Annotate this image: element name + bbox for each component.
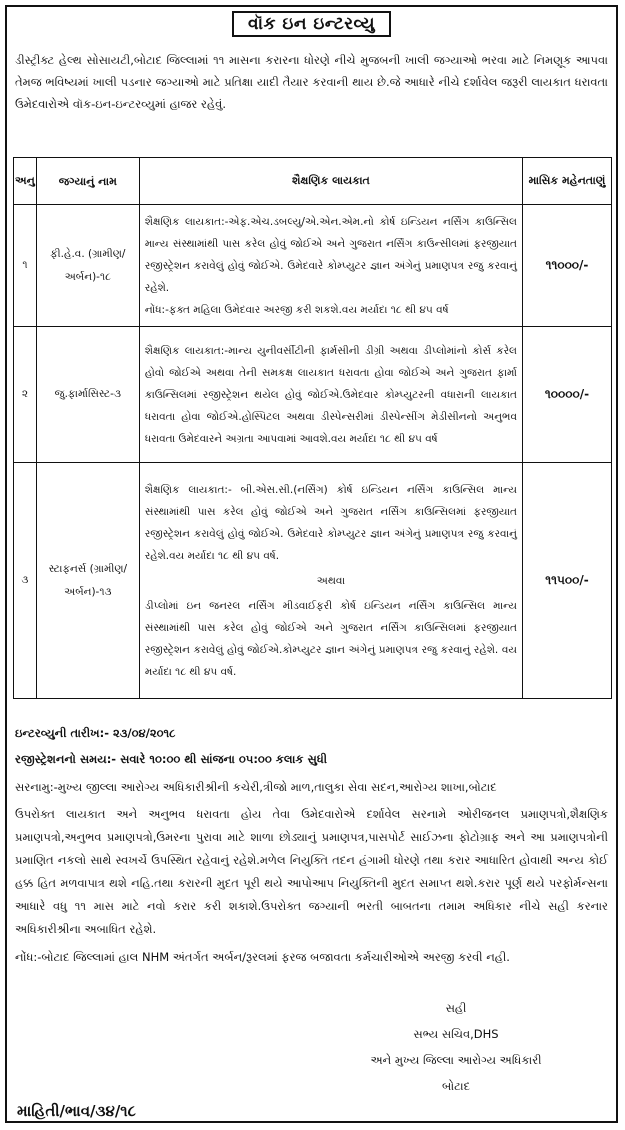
header-post-name: જગ્યાનું નામ <box>36 158 139 205</box>
qualification-or: અથવા <box>316 574 346 587</box>
notice-sheet <box>5 5 618 1123</box>
interview-date: ઇન્ટરવ્યુની તારીખ:- ૨૩/૦૪/૨૦૧૮ <box>15 726 176 740</box>
row-qualification <box>139 327 522 463</box>
qualification-note: નોંધ:-ફક્ત મહિલા ઉમેદવાર અરજી કરી શકશે.વય મર્યાદા ૧૮ થી ૪૫ વર્ષ <box>144 303 449 316</box>
footer-note: નોંધ:-બોટાદ જિલ્લામાં હાલ NHM અંતર્ગત અર્બન/રૂરલમાં ફરજ બજાવતા કર્મચારીઓએ અરજી કરવી નહી. <box>15 950 510 964</box>
details-section <box>15 723 608 973</box>
posts-table <box>13 157 612 699</box>
row-salary: ૧૧૫૦૦/- <box>523 463 612 699</box>
row-salary: ૧૦૦૦૦/- <box>523 327 612 463</box>
signature-line2: અને મુખ્ય જિલ્લા આરોગ્ય અધિકારી <box>370 1053 542 1067</box>
row-serial: ૧ <box>14 205 37 327</box>
title-wrap <box>7 11 616 37</box>
qualification-text: શૈક્ષણિક લાયકાત:-એફ.એચ.ડબલ્યુ/એ.એન.એમ.નો કોર્ષ ઇન્ડિયન નર્સિંગ કાઉન્સિલ માન્ય સંસ્થામાંથી પાસ કરેલ હોવું જોઈએ અને ગુજરાત નર્સિંગ કાઉન્સીલમાં ફરજીયાત રજીસ્ટ્રેશન કરાવેલું હોવું જોઈએ. ઉમેદવારે કોમ્પ્યુટર જ્ઞાન અંગેનું પ્રમાણપત્ર રજુ કરવાનું રહેશે. <box>144 215 517 294</box>
row-post-name: જુ.ફાર્માસિસ્ટ-૩ <box>36 327 139 463</box>
row-post-name: ફી.હે.વ. (ગ્રામીણ/અર્બન)-૧૮ <box>36 205 139 327</box>
row-serial: ૩ <box>14 463 37 699</box>
qualification-text: શૈક્ષણિક લાયકાત:-માન્ય યુનીવર્સીટીની ફાર્મસીની ડીગ્રી અથવા ડીપ્લોમાંનો કોર્સ કરેલ હોવો જોઈએ અથવા તેની સમકક્ષ લાયકાત ધરાવતા હોવા જોઈએ અને ગુજરાત ફાર્મા કાઉન્સિલમાં રજીસ્ટ્રેશન થયેલ હોવું જોઈએ.ઉમેદવાર કોમ્પ્યુટરની વધારાની લાયકાત ધરાવતા હોવા જોઈએ.હોસ્પિટલ અથવા ડીસ્પેન્સરીમાં ડીસ્પેન્સીંગ મેડીસીનનો અનુભવ ધરાવતા ઉમેદવારને અગ્રતા આપવામાં આવશે.વય મર્યાદા ૧૮ થી ૪૫ વર્ષ <box>144 344 517 445</box>
row-post-name: સ્ટાફનર્સ (ગ્રામીણ/અર્બન)-૧૩ <box>36 463 139 699</box>
signature-block <box>336 995 576 1099</box>
table-row <box>14 463 612 699</box>
row-qualification <box>139 205 522 327</box>
instructions-paragraph: ઉપરોક્ત લાયકાત અને અનુભવ ધરાવતા હોય તેવા ઉમેદવારોએ દર્શાવેલ સરનામે ઓરીજનલ પ્રમાણપત્રો,શૈક્ષણિક પ્રમાણપત્રો,અનુભવ પ્રમાણપત્રો,ઉમરના પુરાવા માટે શાળા છોડ્યાનું પ્રમાણપત્ર,પાસપોર્ટ સાઈઝના ફોટોગ્રાફ અને આ પ્રમાણપત્રોની પ્રમાણિત નકલો સાથે સ્વખર્ચે ઉપસ્થિત રહેવાનું રહેશે.મળેલ નિયુક્તિ તદન હંગામી ધોરણે તથા કરાર આધારિત હોવાથી અન્ય કોઈ હક્ક હિત મળવાપાત્ર થશે નહિ.તથા કરારની મુદત પૂરી થયે આપોઆપ નિયુક્તિની મુદત સમાપ્ત થશે.કરાર પૂર્ણ થયે પરફોર્મન્સના આધારે વધુ ૧૧ માસ માટે નવો કરાર કરી શકાશે.ઉપરોક્ત જગ્યાની ભરતી બાબતના તમામ અધિકાર નીચે સહી કરનાર અધિકારીશ્રીના અબાધિત રહેશે. <box>15 807 608 936</box>
table-row <box>14 205 612 327</box>
row-salary: ૧૧૦૦૦/- <box>523 205 612 327</box>
table-row <box>14 327 612 463</box>
table-header-row <box>14 158 612 205</box>
qualification-text: શૈક્ષણિક લાયકાત:- બી.એસ.સી.(નર્સિંગ) કોર્ષ ઇન્ડિયન નર્સિંગ કાઉન્સિલ માન્ય સંસ્થામાંથી પાસ કરેલ હોવું જોઈએ અને ગુજરાત નર્સિંગ કાઉન્સિલમાં ફરજીયાત રજીસ્ટ્રેશન કરાવેલું હોવું જોઈએ. ઉમેદવારે કોમ્પ્યુટર જ્ઞાન અંગેનું પ્રમાણપત્ર રજુ કરવાનું રહેશે.વય મર્યાદા ૧૮ થી ૪૫ વર્ષ. <box>144 483 517 562</box>
row-serial: ૨ <box>14 327 37 463</box>
registration-time: રજીસ્ટ્રેશનનો સમય:- સવારે ૧૦:૦૦ થી સાંજના ૦૫:૦૦ કલાક સુધી <box>15 752 328 766</box>
address: સરનામુ:-મુખ્ય જીલ્લા આરોગ્ય અધિકારીશ્રીની કચેરી,ત્રીજો માળ,તાલુકા સેવા સદન,આરોગ્ય શાખા,બોટાદ <box>15 780 497 794</box>
header-qualification: શૈક્ષણિક લાયકાત <box>139 158 522 205</box>
row-qualification <box>139 463 522 699</box>
qualification-alt-text: ડીપ્લોમાં ઇન જનરલ નર્સિંગ મીડવાઈફરી કોર્ષ ઇન્ડિયન નર્સિંગ કાઉન્સિલ માન્ય સંસ્થામાંથી પાસ કરેલ હોવું જોઈએ અને ગુજરાત નર્સિંગ કાઉન્સિલમાં ફરજીયાત રજીસ્ટ્રેશન કરાવેલું હોવું જોઈએ.કોમ્પ્યુટર જ્ઞાન અંગેનું પ્રમાણપત્ર રજુ કરવાનું રહેશે. વય મર્યાદા ૧૮ થી ૪૫ વર્ષ. <box>144 599 517 678</box>
intro-paragraph: ડીસ્ટ્રીક્ટ હેલ્થ સોસાયટી,બોટાદ જિલ્લામાં ૧૧ માસના કરારના ધોરણે નીચે મુજબની ખાલી જગ્યાઓ ભરવા માટે નિમણૂક આપવા તેમજ ભવિષ્યમાં ખાલી પડનાર જગ્યાઓ માટે પ્રતિક્ષા યાદી તૈયાર કરવાની થાય છે.જે આધારે નીચે દર્શાવેલ જરૂરી લાયકાત ધરાવતા ઉમેદવારોએ વૉક-ઇન-ઇન્ટરવ્યુમાં હાજર રહેવું. <box>15 53 608 111</box>
header-serial: અનુ <box>14 158 37 205</box>
header-salary: માસિક મહેનતાણું <box>523 158 612 205</box>
reference-number: માહિતી/ભાવ/૩૪/૧૮ <box>17 1102 136 1120</box>
signature-line3: બોટાદ <box>441 1079 471 1093</box>
signature-sign: સહી <box>445 1001 467 1015</box>
signature-line1: સભ્ય સચિવ,DHS <box>413 1027 499 1041</box>
page-title: વૉક ઇન ઇન્ટરવ્યુ <box>232 11 391 37</box>
